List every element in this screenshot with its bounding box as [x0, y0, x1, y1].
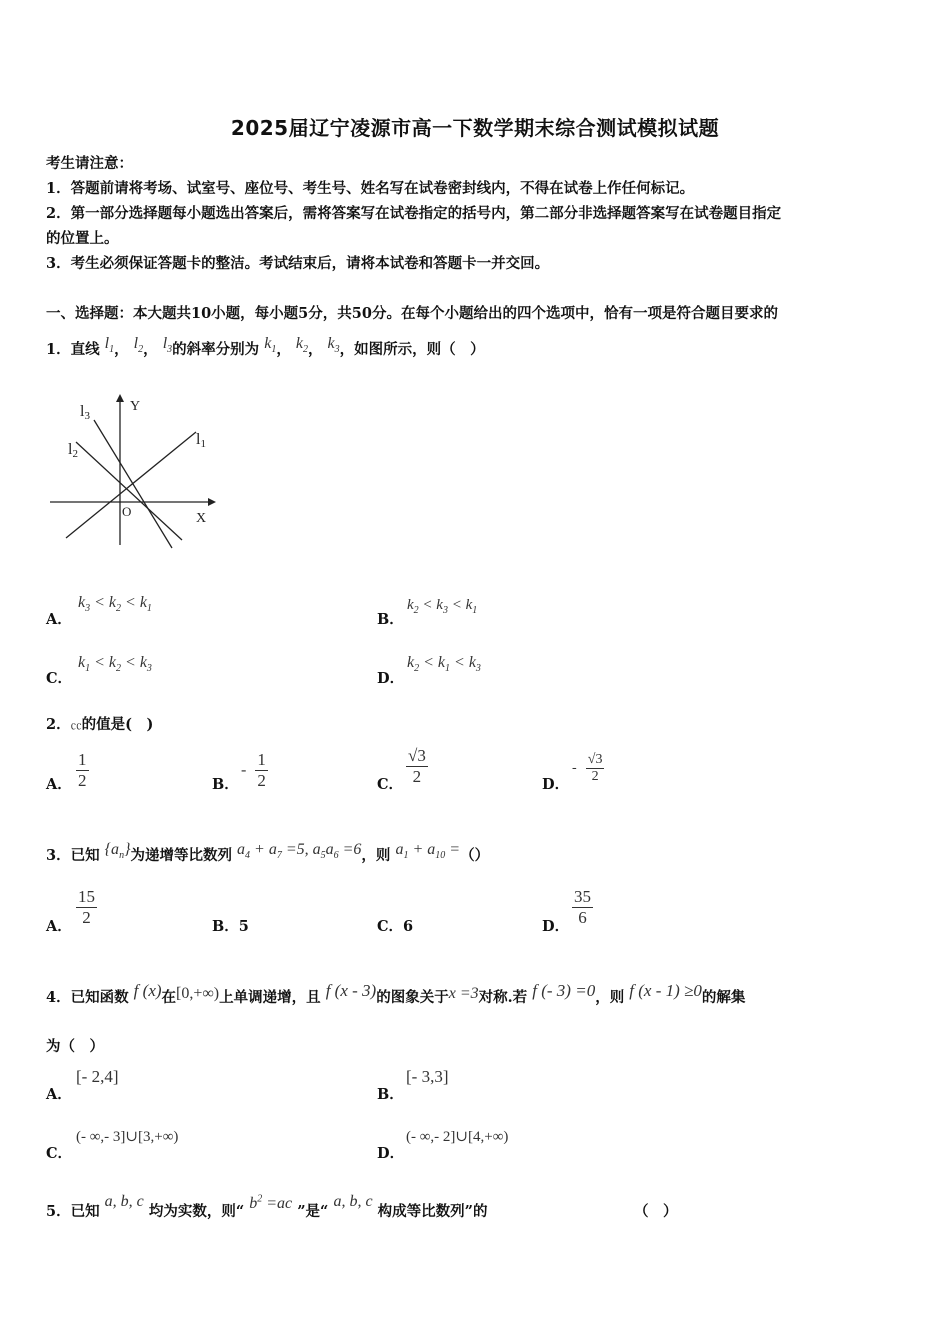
q5-text-2: 均为实数，则“ — [148, 1203, 245, 1220]
q3-text-2: 为递增等比数列 — [130, 847, 232, 864]
line-l3 — [94, 420, 172, 548]
x-axis-arrow — [208, 498, 216, 506]
label-x: X — [196, 511, 207, 526]
q4-text-7: 的解集 — [701, 989, 746, 1006]
label-l2: l2 — [68, 441, 78, 460]
q4-text-4: 的图象关于 — [376, 989, 449, 1006]
q4-text-2: 在 — [161, 989, 177, 1006]
q1-option-b-label: B． — [377, 611, 404, 628]
q4-option-b-label: B． — [377, 1086, 404, 1103]
q2-garbled-expression: ㏄ — [70, 720, 82, 732]
q5-text-4: 构成等比数列”的 — [377, 1203, 488, 1220]
q3-option-c: C．6 — [377, 918, 414, 935]
q1-option-d: $k_2 < k_1 < k_3$ — [407, 654, 481, 675]
q2-text: 的值是( ) — [81, 716, 154, 733]
q2-number: 2． — [46, 716, 71, 733]
label-y: Y — [130, 399, 141, 414]
notice-heading: 考生请注意： — [46, 155, 133, 172]
q4-text-8: 为（ ） — [46, 1038, 104, 1055]
q3-number: 3． — [46, 847, 71, 864]
q1-text-3: ，如图所示，则（ ） — [339, 341, 485, 358]
q3-text-3: ，则 — [361, 847, 391, 864]
q3-text-1: 已知 — [70, 847, 100, 864]
q4-option-a-label: A． — [46, 1086, 72, 1103]
q1-option-a-label: A． — [46, 611, 72, 628]
q2-option-a: $\frac{1}{2}$ — [78, 750, 87, 790]
q1-option-c-label: C． — [46, 670, 73, 687]
q5-text-3: ”是“ — [297, 1203, 329, 1220]
q3-option-d-label: D． — [542, 918, 570, 935]
q4-option-d: (- ∞,- 2]∪[4,+∞) — [406, 1129, 509, 1145]
q1-option-a: $k_3 < k_2 < k_1$ — [78, 594, 152, 615]
q4-text-5: 对称.若 — [478, 989, 528, 1006]
notice-item-3: 3．考生必须保证答题卡的整洁。考试结束后，请将本试卷和答题卡一并交回。 — [46, 255, 550, 272]
q4-text-6: ，则 — [595, 989, 625, 1006]
q4-option-a: [- 2,4] — [76, 1067, 119, 1086]
q2-option-d-label: D． — [542, 776, 570, 793]
q4-text-3: 上单调递增，且 — [219, 989, 321, 1006]
q4-text-1: 已知函数 — [70, 989, 129, 1006]
q1-text-1: 直线 — [70, 341, 100, 358]
line-l1 — [66, 432, 196, 538]
y-axis-arrow — [116, 394, 124, 402]
q1-option-b: $k_2 < k_3 < k_1$ — [407, 597, 478, 616]
question-5: 5．已知 a, b, c 均为实数，则“ $b^2 =ac$ ”是“ a, b, c 构成等比数列”的 — [46, 1193, 488, 1220]
q1-graph — [44, 390, 224, 560]
q4-option-c-label: C． — [46, 1145, 73, 1162]
q1-number: 1． — [46, 341, 71, 358]
q2-option-c-label: C． — [377, 776, 404, 793]
q2-option-b-label: B． — [212, 776, 239, 793]
notice-item-2a: 2．第一部分选择题每小题选出答案后，需将答案写在试卷指定的括号内，第二部分非选择题答案写在试卷题目指定 — [46, 205, 782, 222]
q4-option-b: [- 3,3] — [406, 1067, 449, 1086]
question-4: 4．已知函数 f (x)在[0,+∞)上单调递增，且 f (x - 3)的图象关于x =3对称.若 f (- 3) =0，则 f (x - 1) ≥0的解集 — [46, 981, 746, 1006]
q3-option-a: $\frac{15}{2}$ — [78, 887, 95, 927]
q5-text-1: 已知 — [70, 1203, 100, 1220]
q1-text-2: 的斜率分别为 — [172, 341, 260, 358]
label-l3: l3 — [80, 403, 90, 422]
q2-option-b: - $\frac{1}{2}$ — [241, 750, 266, 790]
notice-item-2b: 的位置上。 — [46, 230, 119, 247]
q4-number: 4． — [46, 989, 71, 1006]
q1-option-c: $k_1 < k_2 < k_3$ — [78, 654, 152, 675]
page-title: 2025届辽宁凌源市高一下数学期末综合测试模拟试题 — [230, 116, 720, 140]
q3-text-4: （） — [460, 847, 490, 864]
label-l1: l1 — [196, 431, 206, 450]
q2-option-d: - $\frac{√3}{2}$ — [572, 752, 603, 784]
q3-option-a-label: A． — [46, 918, 72, 935]
q5-number: 5． — [46, 1203, 71, 1220]
q3-option-d: $\frac{35}{6}$ — [574, 887, 591, 927]
question-3: 3．已知 $\{a_n\}$为递增等比数列 $a_4 + a_7 =5$, $a_5a_6 =6$，则 $a_1 + a_{10}$ =（） — [46, 841, 490, 864]
notice-item-1: 1．答题前请将考场、试室号、座位号、考生号、姓名写在试卷密封线内，不得在试卷上作任何标记。 — [46, 180, 695, 197]
q4-option-d-label: D． — [377, 1145, 405, 1162]
question-2 — [46, 713, 153, 734]
q5-answer-bracket: （ ） — [634, 1203, 678, 1220]
q1-option-d-label: D． — [377, 670, 405, 687]
q4-option-c: (- ∞,- 3]∪[3,+∞) — [76, 1129, 179, 1145]
label-origin: O — [122, 504, 132, 519]
q3-option-b: B．5 — [212, 918, 249, 935]
question-1: 1．直线 $l_1$， $l_2$， $l_3$的斜率分别为 $k_1$， $k_2$， $k_3$，如图所示，则（ ） — [46, 335, 485, 358]
q2-option-c: $\frac{√3}{2}$ — [408, 746, 426, 786]
section-heading: 一、选择题：本大题共10小题，每小题5分，共50分。在每个小题给出的四个选项中，恰有一项是符合题目要求的 — [46, 305, 778, 322]
q2-option-a-label: A． — [46, 776, 72, 793]
